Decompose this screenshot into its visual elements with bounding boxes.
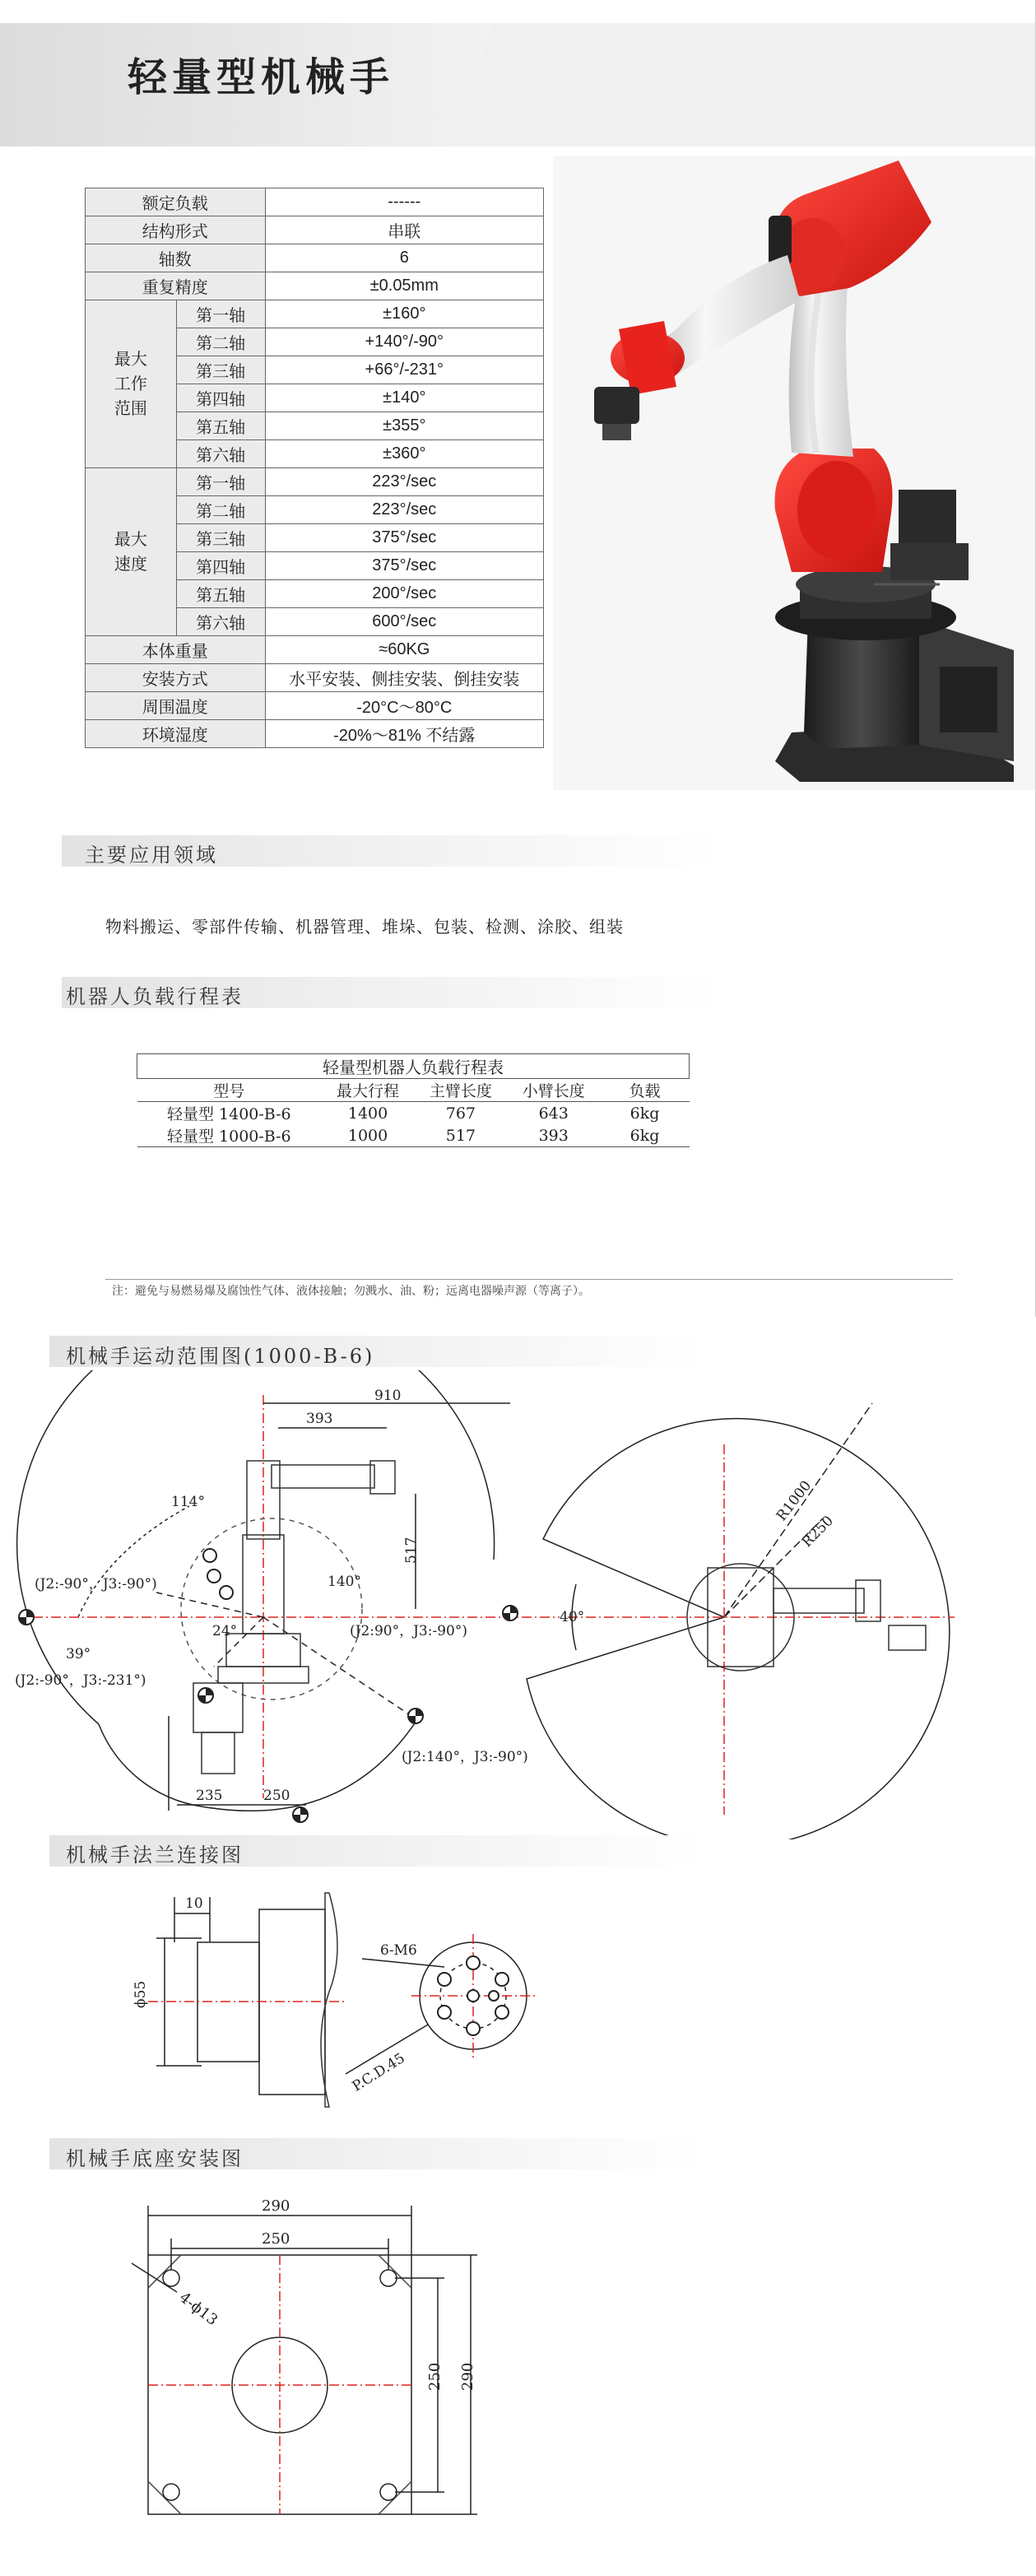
table-cell: 6kg — [629, 1126, 660, 1145]
section-title-motion-range: 机械手运动范围图(1000-B-6) — [66, 1345, 375, 1368]
holes-6-m6: 6-M6 — [380, 1942, 417, 1959]
pose-label-bottom-left: (J2:-90°，J3:-231°) — [15, 1672, 146, 1689]
axis-value: 223°/sec — [265, 468, 543, 496]
spec-label: 安装方式 — [86, 664, 266, 692]
label-line: 最大 — [114, 530, 147, 549]
dim-250-side: 250 — [426, 2362, 444, 2391]
motion-range-diagram — [0, 1370, 1036, 1839]
axis-value: 375°/sec — [265, 524, 543, 552]
pose-label-top-left: (J2:-90°，J3:-90°) — [35, 1576, 157, 1593]
spec-label: 周围温度 — [86, 692, 266, 720]
table-cell: 1000 — [347, 1126, 388, 1145]
column-header: 主臂长度 — [429, 1082, 492, 1100]
page-title: 轻量型机械手 — [128, 54, 395, 100]
axis-value: ±355° — [265, 412, 543, 440]
table-cell: 6kg — [629, 1104, 660, 1123]
table-cell: 轻量型 1000-B-6 — [166, 1128, 291, 1146]
top-reach-sector — [527, 1419, 950, 1839]
note-text: 注：避免与易燃易爆及腐蚀性气体、液体接触；勿溅水、油、粉；远离电器噪声源（等离子）。 — [112, 1284, 590, 1297]
label-line: 范围 — [114, 399, 147, 418]
max-speed-label — [86, 468, 177, 636]
dim-290-top: 290 — [262, 2197, 290, 2215]
spec-row-structure — [86, 216, 544, 244]
spec-row-rated-load — [86, 188, 544, 216]
section-title-applications: 主要应用领域 — [85, 844, 218, 867]
pose-label-bottom: (J2:140°，J3:-90°) — [402, 1749, 528, 1765]
axis-label: 第三轴 — [176, 524, 265, 552]
axis-label: 第一轴 — [176, 300, 265, 328]
dim-290-side: 290 — [459, 2362, 476, 2391]
section-title-flange: 机械手法兰连接图 — [66, 1844, 244, 1867]
axis-value: 600°/sec — [265, 608, 543, 636]
column-header: 型号 — [213, 1082, 245, 1100]
spec-value: ±0.05mm — [265, 272, 543, 300]
axis-label: 第三轴 — [176, 356, 265, 384]
flange-diagram — [0, 1876, 1036, 2115]
spec-label: 重复精度 — [86, 272, 266, 300]
dim-235: 235 — [196, 1788, 223, 1804]
axis-label: 第六轴 — [176, 608, 265, 636]
axis-value: ±360° — [265, 440, 543, 468]
axis-value: 375°/sec — [265, 552, 543, 580]
spec-label: 额定负载 — [86, 188, 266, 216]
axis-value: +66°/-231° — [265, 356, 543, 384]
axis-label: 第二轴 — [176, 496, 265, 524]
angle-140: 140° — [328, 1574, 361, 1590]
angle-114: 114° — [171, 1494, 205, 1510]
spec-row-axes — [86, 244, 544, 272]
note-divider — [105, 1279, 953, 1280]
angle-40: 40° — [560, 1609, 585, 1625]
column-header: 小臂长度 — [522, 1082, 585, 1100]
spec-row-humidity — [86, 720, 544, 748]
spec-value: 水平安装、侧挂安装、倒挂安装 — [265, 664, 543, 692]
spec-label: 本体重量 — [86, 636, 266, 664]
spec-table — [85, 188, 544, 748]
spec-value: 6 — [265, 244, 543, 272]
table-cell: 517 — [445, 1126, 476, 1145]
table-cell: 643 — [538, 1104, 569, 1123]
table-row — [137, 1102, 690, 1125]
spec-row-weight — [86, 636, 544, 664]
axis-value: 200°/sec — [265, 580, 543, 608]
axis-label: 第四轴 — [176, 552, 265, 580]
table-row — [137, 1124, 690, 1147]
holes-4-phi13: 4-ϕ13 — [175, 2289, 221, 2330]
table-cell: 393 — [538, 1126, 569, 1145]
spec-value: -20°C～80°C — [265, 692, 543, 720]
table-cell: 767 — [445, 1104, 476, 1123]
axis-label: 第五轴 — [176, 580, 265, 608]
radius-inner: R250 — [798, 1513, 837, 1551]
section-title-base: 机械手底座安装图 — [66, 2147, 244, 2170]
dim-250: 250 — [263, 1788, 290, 1804]
dim-10: 10 — [185, 1895, 203, 1912]
spec-value: -20%～81% 不结露 — [265, 720, 543, 748]
spec-row-repeatability — [86, 272, 544, 300]
radius-outer: R1000 — [773, 1477, 815, 1525]
angle-39: 39° — [66, 1646, 91, 1662]
angle-24: 24° — [212, 1623, 238, 1639]
dim-phi55: ϕ55 — [132, 1980, 149, 2008]
axis-value: 223°/sec — [265, 496, 543, 524]
spec-row-mounting — [86, 664, 544, 692]
label-line: 最大 — [114, 350, 147, 369]
robot-arm-illustration — [553, 156, 1036, 790]
axis-label: 第六轴 — [176, 440, 265, 468]
load-table-header-row — [137, 1079, 690, 1102]
axis-label: 第四轴 — [176, 384, 265, 412]
spec-label: 轴数 — [86, 244, 266, 272]
axis-value: ±140° — [265, 384, 543, 412]
section-title-load-table: 机器人负载行程表 — [66, 985, 244, 1008]
table-cell: 轻量型 1400-B-6 — [166, 1105, 291, 1123]
spec-label: 环境湿度 — [86, 720, 266, 748]
spec-label: 结构形式 — [86, 216, 266, 244]
work-range-label — [86, 300, 177, 468]
load-table — [137, 1053, 690, 1147]
axis-value: +140°/-90° — [265, 328, 543, 356]
dim-250-top: 250 — [262, 2230, 290, 2248]
column-header: 负载 — [629, 1082, 661, 1100]
spec-value: ≈60KG — [265, 636, 543, 664]
load-table-caption-row — [137, 1054, 690, 1079]
table-cell: 1400 — [347, 1104, 388, 1123]
spec-row-ambient-temp — [86, 692, 544, 720]
dim-393: 393 — [306, 1411, 333, 1427]
outer-reach-arc — [17, 1370, 495, 1724]
spec-value: 串联 — [265, 216, 543, 244]
dim-910: 910 — [374, 1388, 402, 1404]
column-header: 最大行程 — [337, 1082, 400, 1100]
base-mount-diagram — [0, 2173, 1036, 2560]
axis-label: 第二轴 — [176, 328, 265, 356]
applications-text: 物料搬运、零部件传输、机器管理、堆垛、包装、检测、涂胶、组装 — [105, 918, 624, 937]
spec-row-work-range — [86, 300, 544, 328]
axis-label: 第一轴 — [176, 468, 265, 496]
pcd-45: P.C.D.45 — [349, 2049, 408, 2095]
spec-row-max-speed — [86, 468, 544, 496]
axis-value: ±160° — [265, 300, 543, 328]
label-line: 工作 — [114, 374, 147, 393]
pose-label-right: (J2:90°，J3:-90°) — [350, 1623, 467, 1639]
dim-517: 517 — [403, 1537, 420, 1564]
label-line: 速度 — [114, 555, 147, 574]
spec-value: ------ — [265, 188, 543, 216]
load-table-caption: 轻量型机器人负载行程表 — [137, 1054, 690, 1079]
axis-label: 第五轴 — [176, 412, 265, 440]
